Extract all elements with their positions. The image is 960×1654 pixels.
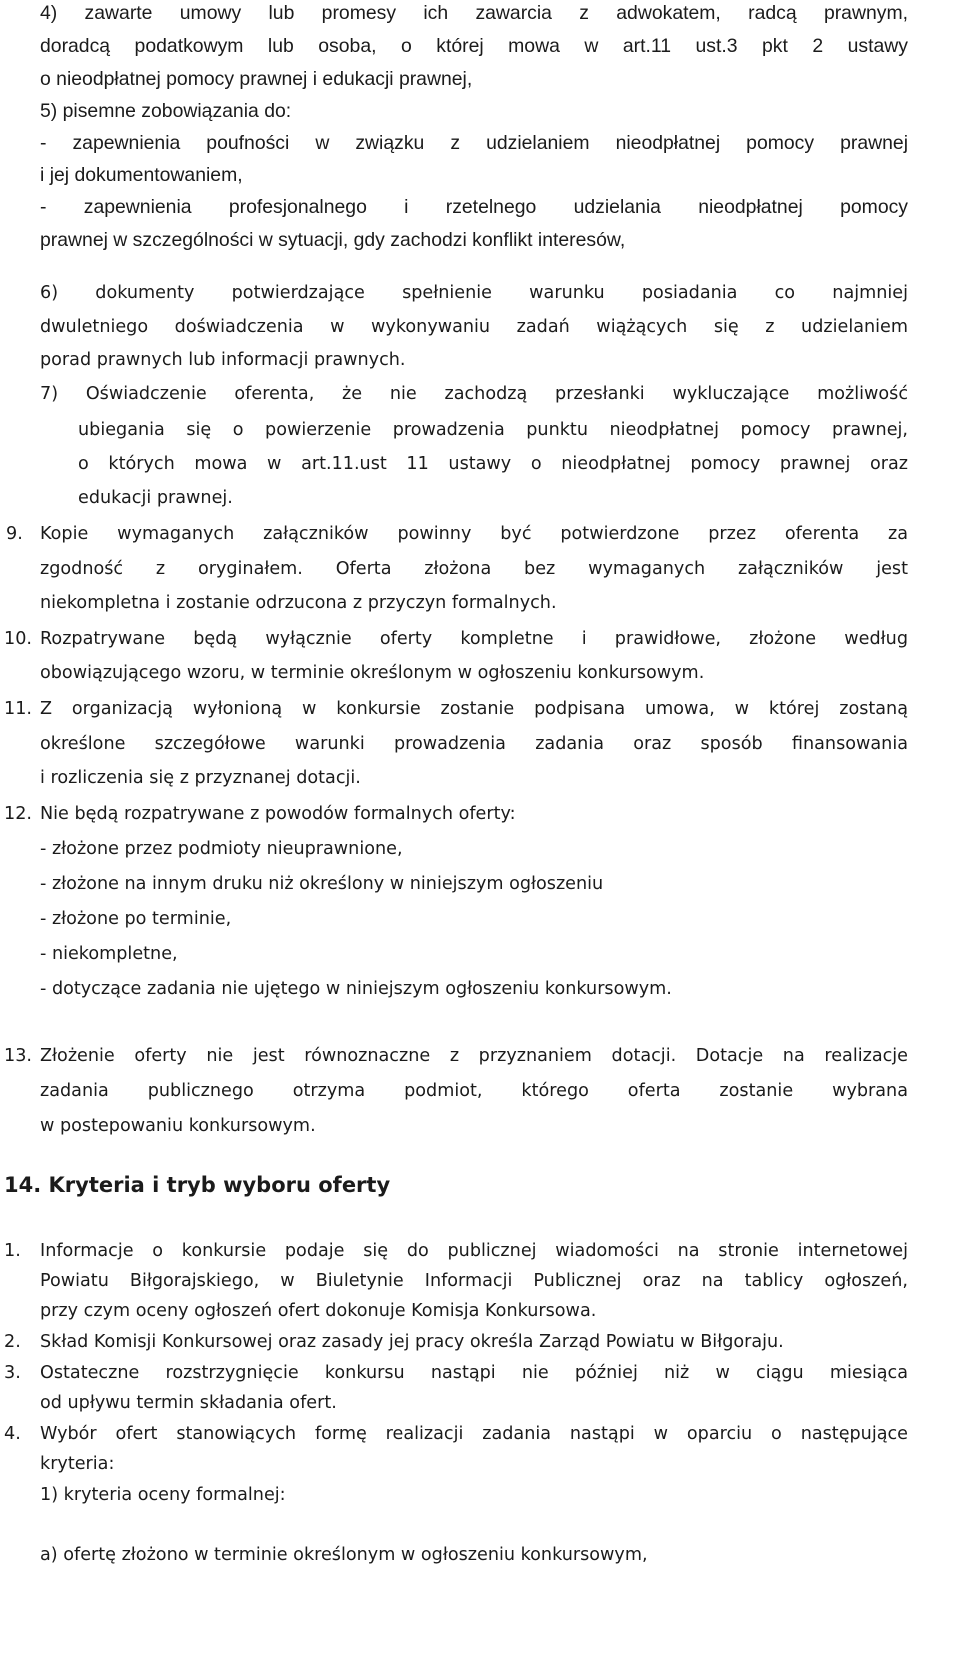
section-heading-14: 14. Kryteria i tryb wyboru oferty (4, 1173, 391, 1197)
item-6-line-3: porad prawnych lub informacji prawnych. (40, 350, 406, 370)
item-4-line-2: doradcą podatkowym lub osoba, o której mowa w art.11 ust.3 pkt 2 ustawy (40, 35, 908, 57)
paragraph-number: 12. (4, 804, 32, 824)
criteria-item-4-line-4: a) ofertę złożono w terminie określonym w ogłoszeniu konkursowym, (40, 1545, 648, 1565)
item-5-line-5: prawnej w szczególności w sytuacji, gdy zachodzi konflikt interesów, (40, 229, 626, 251)
criteria-item-1-line-3: przy czym oceny ogłoszeń ofert dokonuje Komisja Konkursowa. (40, 1301, 597, 1321)
paragraph-9-line-1: Kopie wymaganych załączników powinny być potwierdzone przez oferenta za (40, 524, 908, 544)
item-6-line-1: 6) dokumenty potwierdzające spełnienie warunku posiadania co najmniej (40, 283, 908, 303)
paragraph-number: 11. (4, 699, 32, 719)
criteria-item-1-line-1: Informacje o konkursie podaje się do publicznej wiadomości na stronie internetowej (40, 1241, 908, 1261)
paragraph-13-line-3: w postepowaniu konkursowym. (40, 1116, 316, 1136)
criteria-item-4-line-3: 1) kryteria oceny formalnej: (40, 1485, 286, 1505)
item-4-line-1: 4) zawarte umowy lub promesy ich zawarcia z adwokatem, radcą prawnym, (40, 2, 908, 24)
item-5-line-4: - zapewnienia profesjonalnego i rzetelnego udzielania nieodpłatnej pomocy (40, 196, 908, 218)
item-number: 1. (4, 1241, 21, 1261)
item-7-line-4: edukacji prawnej. (78, 488, 233, 508)
paragraph-13-line-1: Złożenie oferty nie jest równoznaczne z przyznaniem dotacji. Dotacje na realizacje (40, 1046, 908, 1066)
item-4-line-3: o nieodpłatnej pomocy prawnej i edukacji prawnej, (40, 68, 473, 90)
item-6-line-2: dwuletniego doświadczenia w wykonywaniu zadań wiążących się z udzielaniem (40, 317, 908, 337)
criteria-item-4-line-2: kryteria: (40, 1454, 115, 1474)
item-5-line-2: - zapewnienia poufności w związku z udzielaniem nieodpłatnej pomocy prawnej (40, 132, 908, 154)
criteria-item-2-line-1: Skład Komisji Konkursowej oraz zasady jej pracy określa Zarząd Powiatu w Biłgoraju. (40, 1332, 784, 1352)
item-5-line-1: 5) pisemne zobowiązania do: (40, 100, 292, 122)
paragraph-number: 9. (6, 524, 23, 544)
paragraph-number: 10. (4, 629, 32, 649)
criteria-item-3-line-2: od upływu termin składania ofert. (40, 1393, 337, 1413)
paragraph-number: 13. (4, 1046, 32, 1066)
paragraph-11-line-1: Z organizacją wyłonioną w konkursie zostanie podpisana umowa, w której zostaną (40, 699, 908, 719)
paragraph-12-bullet-3: - złożone po terminie, (40, 909, 232, 929)
item-7-line-2: ubiegania się o powierzenie prowadzenia punktu nieodpłatnej pomocy prawnej, (78, 420, 908, 440)
paragraph-13-line-2: zadania publicznego otrzyma podmiot, którego oferta zostanie wybrana (40, 1081, 908, 1101)
paragraph-10-line-2: obowiązującego wzoru, w terminie określonym w ogłoszeniu konkursowym. (40, 663, 705, 683)
item-7-line-3: o których mowa w art.11.ust 11 ustawy o nieodpłatnej pomocy prawnej oraz (78, 454, 908, 474)
paragraph-11-line-2: określone szczegółowe warunki prowadzenia zadania oraz sposób finansowania (40, 734, 908, 754)
item-number: 2. (4, 1332, 21, 1352)
paragraph-12-bullet-4: - niekompletne, (40, 944, 178, 964)
paragraph-11-line-3: i rozliczenia się z przyznanej dotacji. (40, 768, 361, 788)
item-number: 3. (4, 1363, 21, 1383)
paragraph-9-line-2: zgodność z oryginałem. Oferta złożona bez wymaganych załączników jest (40, 559, 908, 579)
paragraph-12-bullet-1: - złożone przez podmioty nieuprawnione, (40, 839, 403, 859)
criteria-item-3-line-1: Ostateczne rozstrzygnięcie konkursu nastąpi nie później niż w ciągu miesiąca (40, 1363, 908, 1383)
item-number: 4. (4, 1424, 21, 1444)
paragraph-12-line-1: Nie będą rozpatrywane z powodów formalnych oferty: (40, 804, 516, 824)
paragraph-12-bullet-2: - złożone na innym druku niż określony w niniejszym ogłoszeniu (40, 874, 604, 894)
paragraph-9-line-3: niekompletna i zostanie odrzucona z przyczyn formalnych. (40, 593, 557, 613)
item-5-line-3: i jej dokumentowaniem, (40, 164, 243, 186)
criteria-item-4-line-1: Wybór ofert stanowiących formę realizacji zadania nastąpi w oparciu o następujące (40, 1424, 908, 1444)
criteria-item-1-line-2: Powiatu Biłgorajskiego, w Biuletynie Informacji Publicznej oraz na tablicy ogłoszeń, (40, 1271, 908, 1291)
item-7-line-1: 7) Oświadczenie oferenta, że nie zachodzą przesłanki wykluczające możliwość (40, 384, 908, 404)
paragraph-12-bullet-5: - dotyczące zadania nie ujętego w niniejszym ogłoszeniu konkursowym. (40, 979, 672, 999)
paragraph-10-line-1: Rozpatrywane będą wyłącznie oferty kompletne i prawidłowe, złożone według (40, 629, 908, 649)
